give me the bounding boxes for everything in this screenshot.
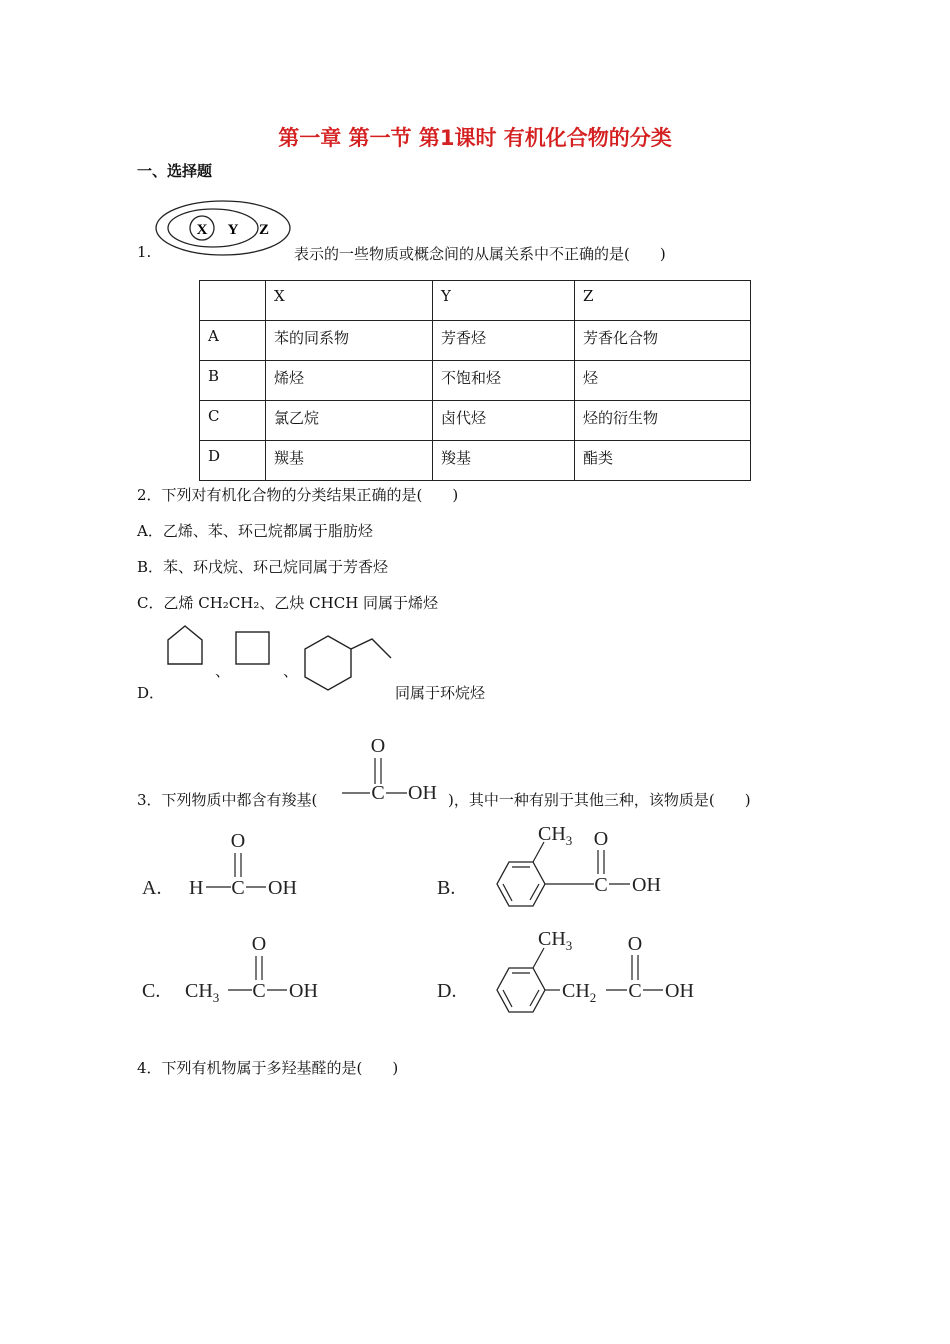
hydroxyl-label: OH [408,782,437,804]
table-row [200,401,751,441]
table-cell [200,281,266,321]
option-a-formic-acid [137,826,337,900]
table-cell: 芳香化合物 [575,321,751,361]
separator-comma: 、 [283,662,299,680]
page-title: 第一章 第一节 第1课时 有机化合物的分类 [278,126,672,150]
question-2-stem: 2．下列对有机化合物的分类结果正确的是( ) [137,486,459,504]
question-1-number: 1. [137,243,152,261]
table-cell: 羰基 [266,441,433,481]
methylene-label: $CH_2$ [562,980,597,1005]
table-cell: C [200,401,266,441]
oxygen-label: O [251,933,267,955]
carbon-label: C [594,874,608,896]
table-cell: 羧基 [433,441,575,481]
ethyl-chain [351,639,391,658]
question-2-option-d-text: 同属于环烷烃 [395,684,486,702]
table-row [200,441,751,481]
table-cell: 烃的衍生物 [575,401,751,441]
cyclobutane-structure [236,632,269,664]
table-cell: 不饱和烃 [433,361,575,401]
oxygen-label: O [593,828,609,850]
methyl-label: $CH_3$ [185,980,220,1005]
benzene-ring [497,862,545,906]
table-cell: B [200,361,266,401]
hydroxyl-label: OH [665,980,694,1002]
question-2-option-d-label: D． [137,684,165,702]
question-3-stem-end: )，其中一种有别于其他三种，该物质是( ) [448,791,751,809]
option-c-label: C. [142,980,161,1002]
question-3-stem-start: 3．下列物质中都含有羧基( [137,791,318,809]
oxygen-label: O [627,933,643,955]
table-cell: 苯的同系物 [266,321,433,361]
diagram-x-label: X [196,222,208,238]
benzene-ring [497,968,545,1012]
question-2-ring-structures [160,620,400,700]
table-cell: 氯乙烷 [266,401,433,441]
nested-ellipse-diagram [153,198,293,258]
table-row [200,361,751,401]
table-cell: X [266,281,433,321]
table-cell: 烃 [575,361,751,401]
methyl-label: $CH_3$ [538,928,573,953]
table-cell: A [200,321,266,361]
question-1-options-table [199,280,751,481]
table-cell: D [200,441,266,481]
ethylcyclohexane-ring [305,636,351,690]
carbon-label: C [252,980,266,1002]
separator-comma: 、 [215,662,231,680]
question-2-option-a: A．乙烯、苯、环己烷都属于脂肪烃 [137,522,373,540]
option-d-label: D. [437,980,457,1002]
table-header-row [200,281,751,321]
cyclopentane-structure [168,626,202,664]
hydrogen-label: H [189,877,204,899]
oxygen-label: O [370,735,386,757]
diagram-z-label: Z [258,222,270,238]
carbon-label: C [371,782,385,804]
methyl-label: $CH_3$ [538,823,573,848]
option-b-label: B. [437,877,456,899]
table-cell: 烯烃 [266,361,433,401]
question-1-text: 表示的一些物质或概念间的从属关系中不正确的是( ) [294,245,666,263]
table-cell: 芳香烃 [433,321,575,361]
question-2-option-c: C．乙烯 CH₂CH₂、乙炔 CHCH 同属于烯烃 [137,594,439,612]
oxygen-label: O [230,830,246,852]
hydroxyl-label: OH [289,980,318,1002]
table-row [200,321,751,361]
table-cell: Y [433,281,575,321]
hydroxyl-label: OH [632,874,661,896]
option-b-methylbenzoic-acid [434,818,694,918]
table-cell: Z [575,281,751,321]
carbon-label: C [231,877,245,899]
option-c-acetic-acid [137,930,357,1006]
question-4-stem: 4．下列有机物属于多羟基醛的是( ) [137,1059,399,1077]
table-cell: 酯类 [575,441,751,481]
carbon-label: C [628,980,642,1002]
diagram-y-label: Y [227,222,239,238]
option-a-label: A. [142,877,162,899]
table-cell: 卤代烃 [433,401,575,441]
option-d-methylphenylacetic-acid [434,922,724,1022]
section-heading: 一、选择题 [137,162,213,180]
hydroxyl-label: OH [268,877,297,899]
question-2-option-b: B．苯、环戊烷、环己烷同属于芳香烃 [137,558,389,576]
carboxyl-group-structure [338,732,450,810]
